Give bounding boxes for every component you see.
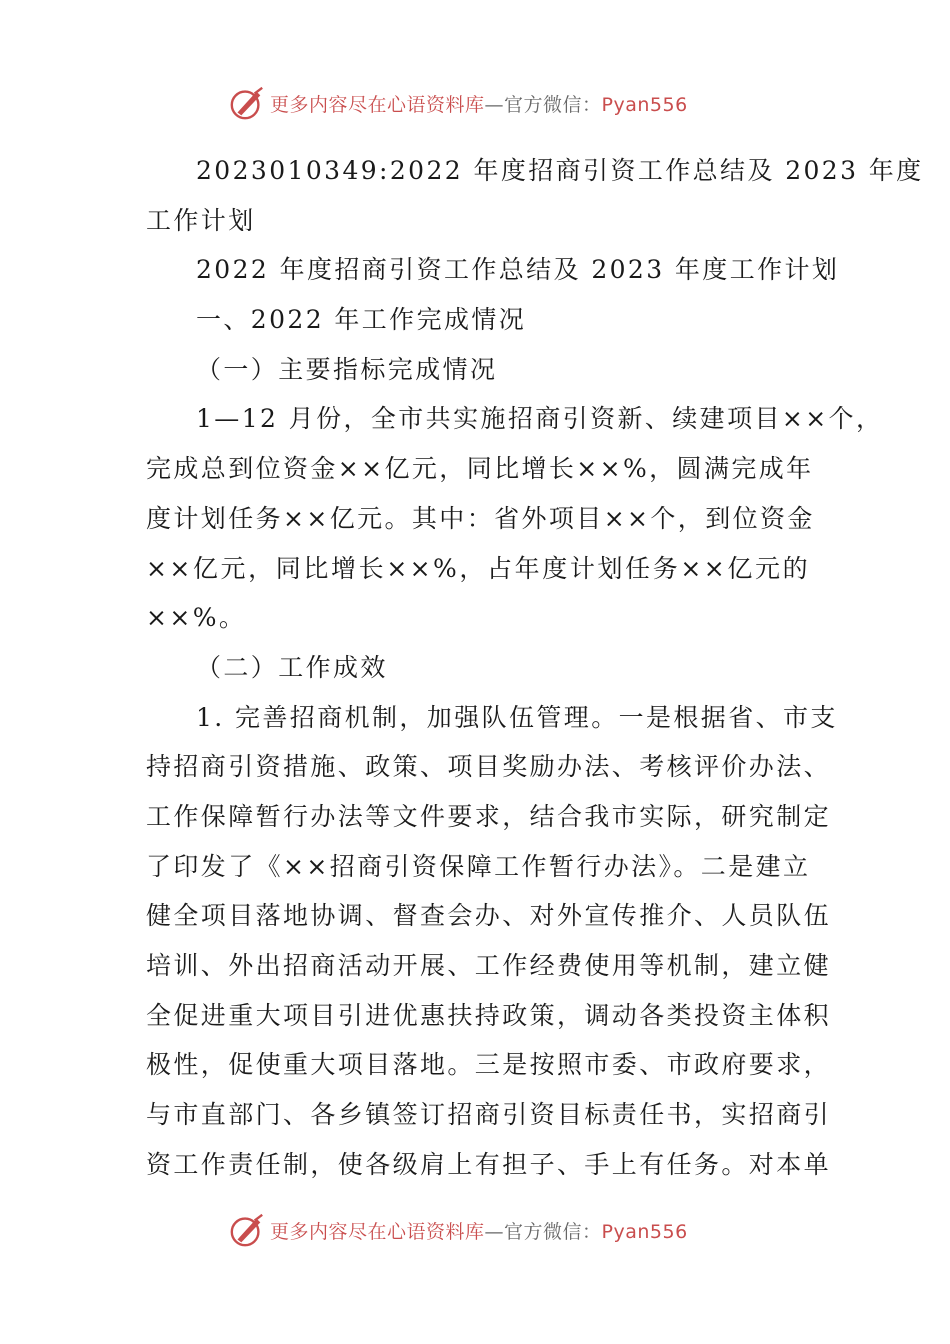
watermark-wechat-id: Pyan556 — [601, 1220, 688, 1243]
watermark-brand: 更多内容尽在心语资料库 — [270, 93, 485, 116]
paragraph-line: 与市直部门、各乡镇签订招商引资目标责任书，实招商引 — [146, 1100, 832, 1130]
watermark-dash: — — [484, 1220, 505, 1243]
paragraph-line: 极性，促使重大项目落地。三是按照市委、市政府要求， — [146, 1050, 832, 1080]
paragraph-line: 1—12 月份，全市共实施招商引资新、续建项目××个， — [196, 404, 884, 434]
paragraph-line: 1. 完善招商机制，加强队伍管理。一是根据省、市支 — [196, 702, 838, 732]
pen-on-circle-icon — [228, 84, 266, 122]
subsection-heading-2: （二）工作成效 — [196, 652, 388, 682]
subsection-heading-1: （一）主要指标完成情况 — [196, 354, 498, 384]
paragraph-line: 工作保障暂行办法等文件要求，结合我市实际，研究制定 — [146, 801, 832, 831]
paragraph-line: 资工作责任制，使各级肩上有担子、手上有任务。对本单 — [146, 1149, 832, 1179]
paragraph-line: 度计划任务××亿元。其中：省外项目××个，到位资金 — [146, 503, 815, 533]
watermark-wechat-id: Pyan556 — [601, 93, 688, 116]
watermark-dash: — — [484, 93, 505, 116]
paragraph-line: ××亿元，同比增长××%，占年度计划任务××亿元的 — [146, 553, 810, 583]
doc-title-line-1: 2023010349:2022 年度招商引资工作总结及 2023 年度 — [196, 156, 924, 185]
doc-subtitle: 2022 年度招商引资工作总结及 2023 年度工作计划 — [196, 255, 840, 285]
footer-watermark — [228, 1210, 748, 1250]
paragraph-line: 全促进重大项目引进优惠扶持政策，调动各类投资主体积 — [146, 1000, 832, 1030]
paragraph-line: 培训、外出招商活动开展、工作经费使用等机制，建立健 — [146, 951, 832, 980]
header-watermark — [228, 83, 748, 123]
paragraph-line: 了印发了《××招商引资保障工作暂行办法》。二是建立 — [146, 851, 811, 881]
watermark-official: 官方微信： — [504, 93, 602, 116]
paragraph-line: ××%。 — [146, 603, 247, 633]
paragraph-line: 持招商引资措施、政策、项目奖励办法、考核评价办法、 — [146, 752, 832, 782]
paragraph-line: 健全项目落地协调、督查会办、对外宣传推介、人员队伍 — [146, 901, 832, 931]
section-heading-1: 一、2022 年工作完成情况 — [196, 305, 527, 335]
document-body — [146, 146, 924, 1189]
watermark-brand: 更多内容尽在心语资料库 — [270, 1220, 485, 1243]
watermark-official: 官方微信： — [504, 1220, 602, 1243]
doc-title-line-2: 工作计划 — [146, 205, 256, 235]
paragraph-line: 完成总到位资金××亿元，同比增长××%，圆满完成年 — [146, 454, 814, 484]
pen-on-circle-icon — [228, 1211, 266, 1249]
